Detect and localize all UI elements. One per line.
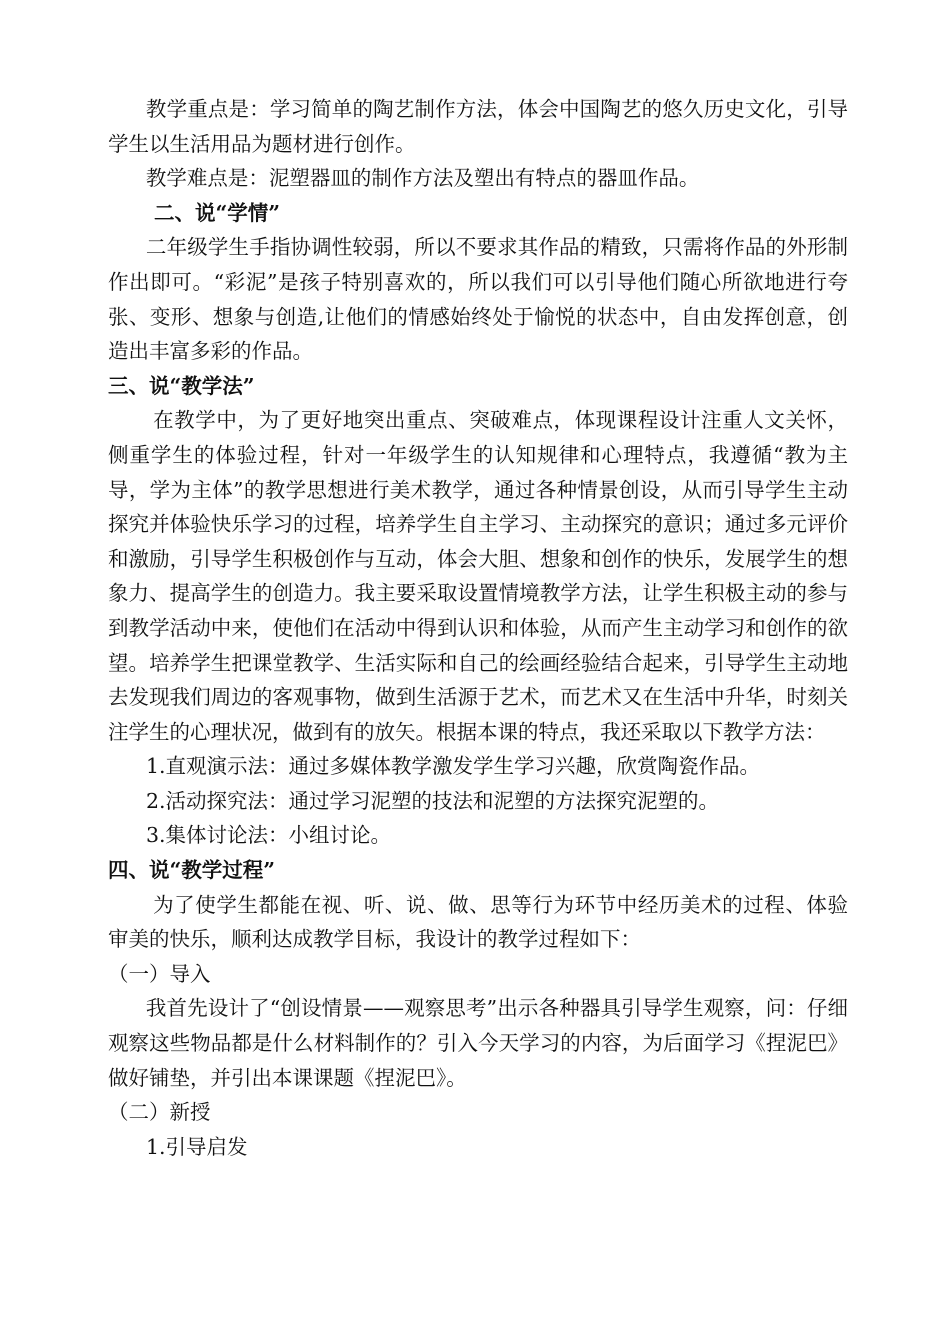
paragraph-introduction: 我首先设计了“创设情景——观察思考”出示各种器具引导学生观察，问：仔细观察这些物品都是什么材料制作的？引入今天学习的内容，为后面学习《捏泥巴》做好铺垫，并引出本课课题《捏泥巴》。 <box>108 996 848 1090</box>
paragraph-teaching-methods: 在教学中，为了更好地突出重点、突破难点，体现课程设计注重人文关怀，侧重学生的体验过程，针对一年级学生的认知规律和心理特点，我遵循“教为主导，学为主体”的教学思想进行美术教学，通过各种情景创设，从而引导学生主动探究并体验快乐学习的过程，培养学生自主学习、主动探究的意识；通过多元评价和激励，引导学生积极创作与互动，体会大胆、想象和创作的快乐，发展学生的想象力、提高学生的创造力。我主要采取设置情境教学方法，让学生积极主动的参与到教学活动中来，使他们在活动中得到认识和体验，从而产生主动学习和创作的欲望。培养学生把课堂教学、生活实际和自己的绘画经验结合起来，引导学生主动地去发现我们周边的客观事物，做到生活源于艺术，而艺术又在生活中升华，时刻关注学生的心理状况，做到有的放矢。根据本课的特点，我还采取以下教学方法： <box>108 408 848 744</box>
section-heading-teaching-methods: 三、说“教学法” <box>108 373 255 398</box>
paragraph-teaching-process: 为了使学生都能在视、听、说、做、思等行为环节中经历美术的过程、体验审美的快乐，顺利达成教学目标，我设计的教学过程如下： <box>108 892 848 952</box>
paragraph-key-points: 教学重点是：学习简单的陶艺制作方法，体会中国陶艺的悠久历史文化，引导学生以生活用品为题材进行创作。 <box>108 97 848 156</box>
paragraph-difficult-points: 教学难点是：泥塑器皿的制作方法及塑出有特点的器皿作品。 <box>145 166 700 191</box>
subheading-introduction: （一）导入 <box>108 961 211 986</box>
section-heading-teaching-process: 四、说“教学过程” <box>108 858 276 883</box>
section-heading-student-analysis: 二、说“学情” <box>154 200 281 225</box>
list-item-guidance: 1.引导启发 <box>146 1134 248 1159</box>
list-item-method-3: 3.集体讨论法：小组讨论。 <box>146 823 392 848</box>
subheading-new-lesson: （二）新授 <box>108 1100 211 1125</box>
list-item-method-1: 1.直观演示法：通过多媒体教学激发学生学习兴趣，欣赏陶瓷作品。 <box>146 754 761 779</box>
paragraph-student-analysis: 二年级学生手指协调性较弱，所以不要求其作品的精致，只需将作品的外形制作出即可。“彩泥”是孩子特别喜欢的，所以我们可以引导他们随心所欲地进行夸张、变形、想象与创造,让他们的情感始终处于愉悦的状态中，自由发挥创意，创造出丰富多彩的作品。 <box>108 235 848 364</box>
list-item-method-2: 2.活动探究法：通过学习泥塑的技法和泥塑的方法探究泥塑的。 <box>146 788 720 813</box>
document-page <box>108 92 848 1164</box>
